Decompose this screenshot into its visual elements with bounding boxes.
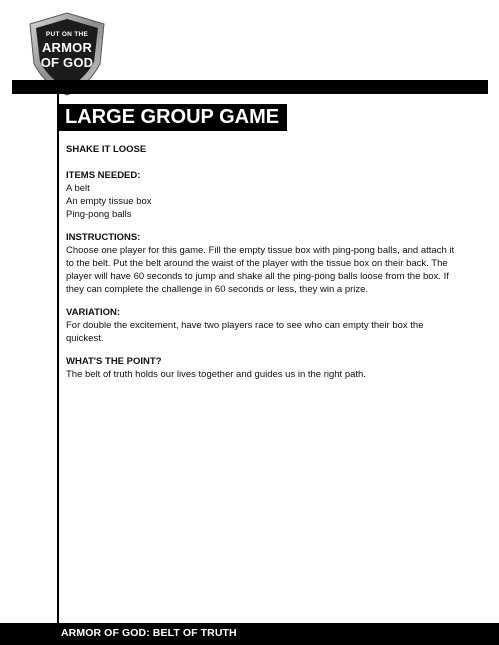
- game-content: [66, 143, 456, 381]
- point-heading: WHAT'S THE POINT?: [66, 356, 162, 367]
- point-text: The belt of truth holds our lives together and guides us in the right path.: [66, 369, 366, 380]
- variation-heading: VARIATION:: [66, 307, 121, 318]
- footer-bar: [0, 623, 499, 645]
- header-bar: [12, 80, 488, 94]
- variation-text: For double the excitement, have two players race to see who can empty their box the quickest.: [66, 320, 424, 344]
- logo-line-3: OF GOD: [40, 55, 94, 70]
- game-name: SHAKE IT LOOSE: [66, 144, 147, 155]
- footer-title: ARMOR OF GOD: BELT OF TRUTH: [61, 627, 237, 639]
- item-belt: A belt: [66, 183, 90, 194]
- item-tissue-box: An empty tissue box: [66, 196, 152, 207]
- page-title: LARGE GROUP GAME: [59, 104, 287, 131]
- instructions-heading: INSTRUCTIONS:: [66, 232, 141, 243]
- logo-line-1: PUT ON THE: [45, 31, 89, 38]
- logo-line-2: ARMOR: [41, 40, 93, 55]
- item-ping-pong-balls: Ping-pong balls: [66, 209, 132, 220]
- items-heading: ITEMS NEEDED:: [66, 170, 141, 181]
- left-margin-rule: [57, 94, 59, 624]
- instructions-text: Choose one player for this game. Fill the empty tissue box with ping-pong balls, and attach it to the belt. Put the belt around the waist of the player with the tissue box on their back. The player will have 60 seconds to jump and shake all the ping-pong balls loose from the box. If they can complete the challenge in 60 seconds or less, they win a prize.: [66, 245, 455, 295]
